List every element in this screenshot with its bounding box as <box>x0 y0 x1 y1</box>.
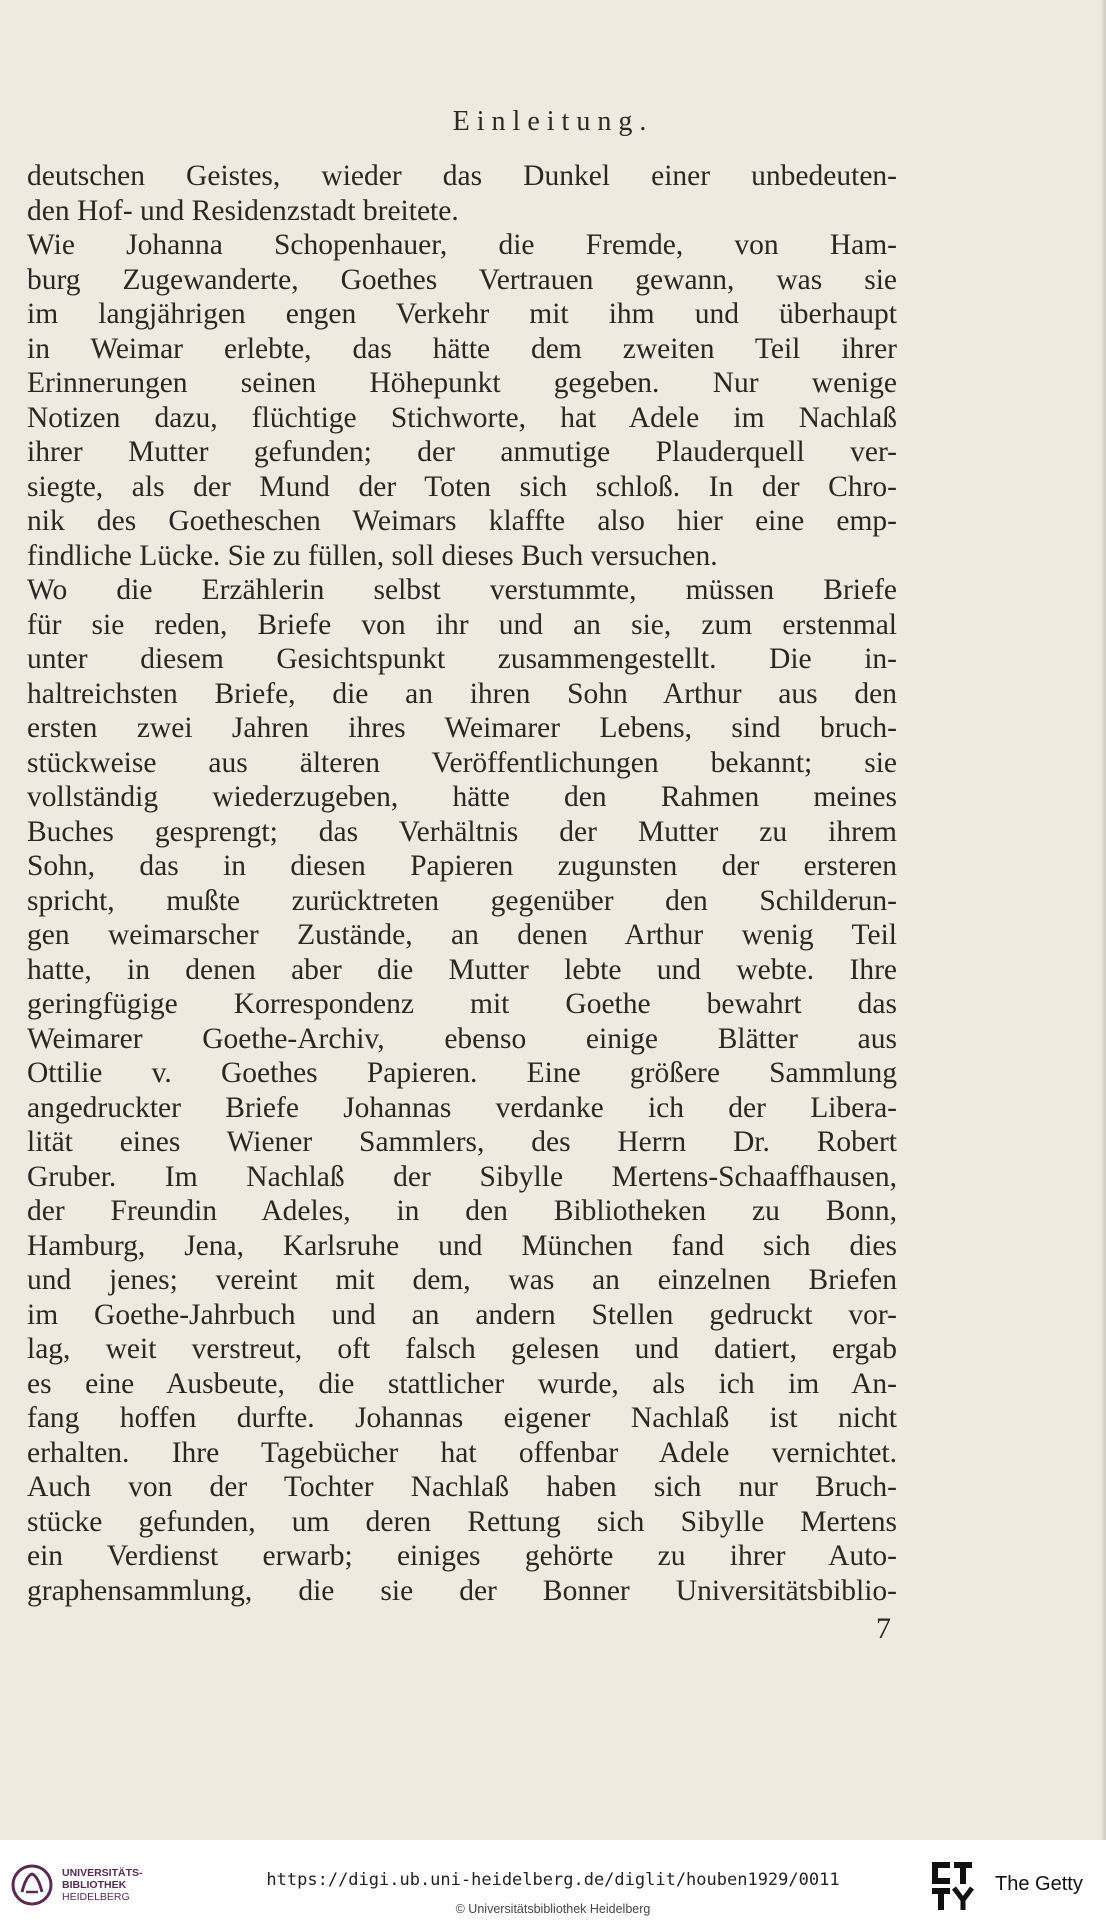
text-line: findliche Lücke. Sie zu füllen, soll dieses Buch versuchen. <box>27 539 718 572</box>
text-line: ersten zwei Jahren ihres Weimarer Lebens, sind bruch- <box>27 712 897 744</box>
text-line: fang hoffen durfte. Johannas eigener Nachlaß ist nicht <box>27 1402 897 1434</box>
text-line: Hamburg, Jena, Karlsruhe und München fand sich dies <box>27 1229 897 1262</box>
text-line: und jenes; vereint mit dem, was an einzelnen Briefen <box>27 1264 897 1296</box>
text-line: siegte, als der Mund der Toten sich schloß. In der Chro- <box>27 470 897 503</box>
text-line: Notizen dazu, flüchtige Stichworte, hat Adele im Nachlaß <box>27 401 897 434</box>
text-line: Wie Johanna Schopenhauer, die Fremde, von Ham- <box>27 229 897 261</box>
text-line: lag, weit verstreut, oft falsch gelesen und datiert, ergab <box>27 1333 897 1365</box>
text-line: burg Zugewanderte, Goethes Vertrauen gewann, was sie <box>27 263 897 296</box>
text-line: Auch von der Tochter Nachlaß haben sich nur Bruch- <box>27 1471 897 1503</box>
text-line: vollständig wiederzugeben, hätte den Rahmen meines <box>27 781 897 813</box>
text-line: deutschen Geistes, wieder das Dunkel einer unbedeuten- <box>27 160 897 192</box>
getty-label: The Getty <box>995 1873 1083 1895</box>
page-number: 7 <box>876 1612 891 1645</box>
text-line: Ottilie v. Goethes Papieren. Eine größere Sammlung <box>27 1057 897 1089</box>
library-name: UNIVERSITÄTS- BIBLIOTHEK HEIDELBERG <box>62 1867 143 1903</box>
text-line: es eine Ausbeute, die stattlicher wurde, als ich im An- <box>27 1367 897 1400</box>
text-line: lität eines Wiener Sammlers, des Herrn Dr. Robert <box>27 1126 897 1158</box>
text-line: Wo die Erzählerin selbst verstummte, müssen Briefe <box>27 574 897 606</box>
body-text <box>27 159 897 1608</box>
text-line: den Hof- und Residenzstadt breitete. <box>27 194 459 227</box>
text-line: spricht, mußte zurücktreten gegenüber den Schilderun- <box>27 884 897 917</box>
text-line: Erinnerungen seinen Höhepunkt gegeben. Nur wenige <box>27 367 897 399</box>
text-line: in Weimar erlebte, das hätte dem zweiten Teil ihrer <box>27 332 897 365</box>
text-line: im Goethe-Jahrbuch und an andern Stellen gedruckt vor- <box>27 1298 897 1331</box>
getty-logo-icon <box>930 1860 974 1914</box>
text-line: Sohn, das in diesen Papieren zugunsten der ersteren <box>27 850 897 882</box>
text-line: haltreichsten Briefe, die an ihren Sohn Arthur aus den <box>27 677 897 710</box>
text-line: nik des Goetheschen Weimars klaffte also hier eine emp- <box>27 505 897 537</box>
text-line: stücke gefunden, um deren Rettung sich Sibylle Mertens <box>27 1505 897 1538</box>
text-line: stückweise aus älteren Veröffentlichungen bekannt; sie <box>27 746 897 779</box>
text-line: erhalten. Ihre Tagebücher hat offenbar Adele vernichtet. <box>27 1436 897 1469</box>
text-line: ein Verdienst erwarb; einiges gehörte zu ihrer Auto- <box>27 1540 897 1572</box>
text-line: Buches gesprengt; das Verhältnis der Mutter zu ihrem <box>27 815 897 848</box>
text-line: unter diesem Gesichtspunkt zusammengestellt. Die in- <box>27 643 897 675</box>
text-line: Weimarer Goethe-Archiv, ebenso einige Blätter aus <box>27 1022 897 1055</box>
text-line: Gruber. Im Nachlaß der Sibylle Mertens-Schaaffhausen, <box>27 1160 897 1193</box>
text-line: graphensammlung, die sie der Bonner Universitätsbiblio- <box>27 1574 897 1607</box>
running-head: Einleitung. <box>452 106 654 137</box>
text-line: für sie reden, Briefe von ihr und an sie, zum erstenmal <box>27 608 897 641</box>
text-line: ihrer Mutter gefunden; der anmutige Plauderquell ver- <box>27 436 897 468</box>
text-line: gen weimarscher Zustände, an denen Arthur wenig Teil <box>27 919 897 951</box>
text-line: geringfügige Korrespondenz mit Goethe bewahrt das <box>27 988 897 1020</box>
copyright-notice: © Universitätsbibliothek Heidelberg <box>455 1902 651 1916</box>
permalink-url[interactable]: https://digi.ub.uni-heidelberg.de/diglit/houben1929/0011 <box>266 1870 840 1890</box>
text-line: im langjährigen engen Verkehr mit ihm und überhaupt <box>27 298 897 330</box>
text-line: der Freundin Adeles, in den Bibliotheken zu Bonn, <box>27 1195 897 1227</box>
text-line: hatte, in denen aber die Mutter lebte und webte. Ihre <box>27 953 897 986</box>
text-line: angedruckter Briefe Johannas verdanke ich der Libera- <box>27 1091 897 1124</box>
footer <box>0 1840 1106 1930</box>
